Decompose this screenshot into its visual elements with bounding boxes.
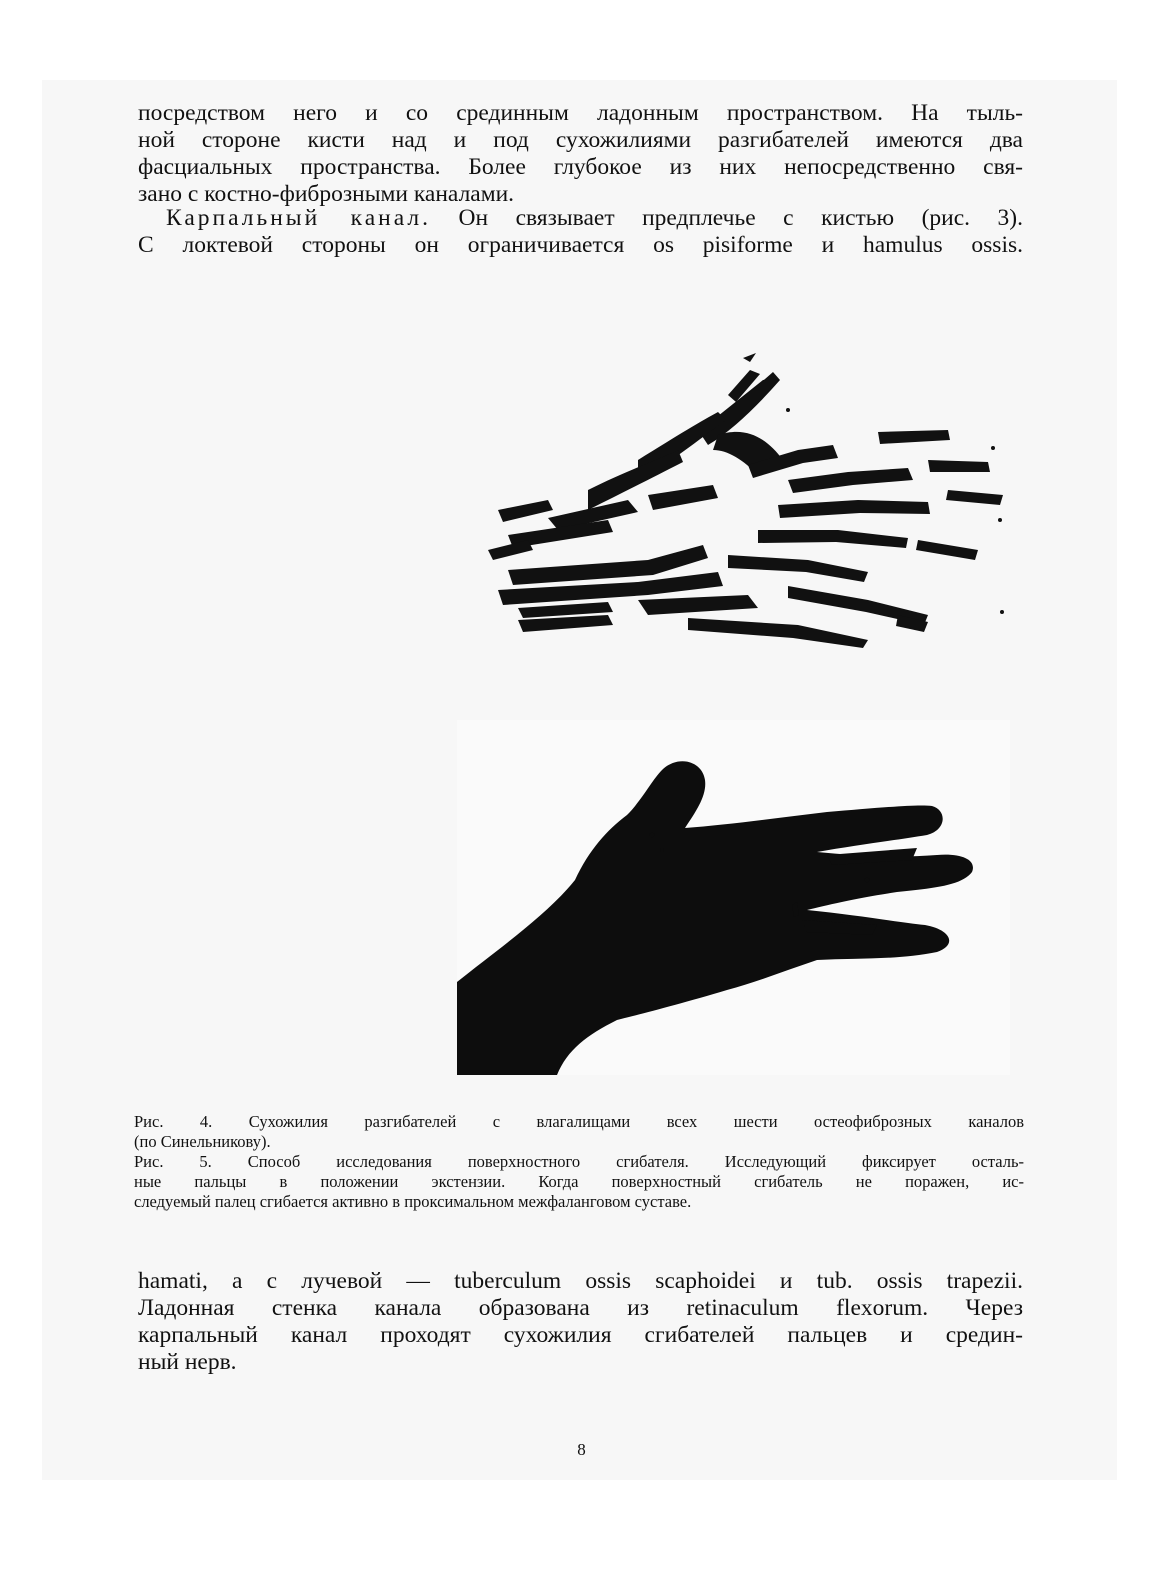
- tendons-drawing: [488, 353, 1004, 648]
- top-paragraph: [138, 100, 1023, 208]
- text-line: [138, 205, 1023, 232]
- text-line: С локтевой стороны он ограничивается os pisiforme и hamulus ossis.: [138, 232, 1023, 258]
- page-number: 8: [577, 1440, 586, 1459]
- figure-captions: [134, 1112, 1024, 1212]
- caption-fig5-line: следуемый палец сгибается активно в проксимальном межфаланговом суставе.: [134, 1192, 692, 1211]
- text-line: ной стороне кисти над и под сухожилиями разгибателей имеются два: [138, 127, 1023, 153]
- text-line: hamati, а с лучевой — tuberculum ossis scaphoidei и tub. ossis trapezii.: [138, 1268, 1023, 1294]
- text-line: Ладонная стенка канала образована из retinaculum flexorum. Через: [138, 1295, 1023, 1321]
- caption-fig4-line: Рис. 4. Сухожилия разгибателей с влагалищами всех шести остеофиброзных каналов: [134, 1112, 1024, 1131]
- text-line: посредством него и со срединным ладонным пространством. На тыль-: [138, 100, 1023, 126]
- caption-fig5-line: Рис. 5. Способ исследования поверхностного сгибателя. Исследующий фиксирует осталь-: [134, 1152, 1024, 1171]
- bottom-paragraph: [138, 1268, 1023, 1376]
- caption-fig5-line: ные пальцы в положении экстензии. Когда поверхностный сгибатель не поражен, ис-: [134, 1172, 1024, 1191]
- figure-4-tendons-image: [488, 350, 1012, 650]
- section-heading-carpal-canal: Карпальный канал.: [166, 205, 431, 231]
- figure-5-hand-photo: [457, 720, 1010, 1075]
- carpal-canal-paragraph: [138, 205, 1023, 259]
- caption-fig4-line: (по Синельникову).: [134, 1132, 271, 1151]
- text-line: фасциальных пространства. Более глубокое из них непосредственно свя-: [138, 154, 1023, 180]
- text-line: ный нерв.: [138, 1349, 237, 1375]
- text-line: зано с костно-фиброзными каналами.: [138, 181, 515, 207]
- text-fragment: Он связывает предплечье с кистью (рис. 3).: [430, 205, 1024, 231]
- text-line: карпальный канал проходят сухожилия сгибателей пальцев и средин-: [138, 1322, 1023, 1348]
